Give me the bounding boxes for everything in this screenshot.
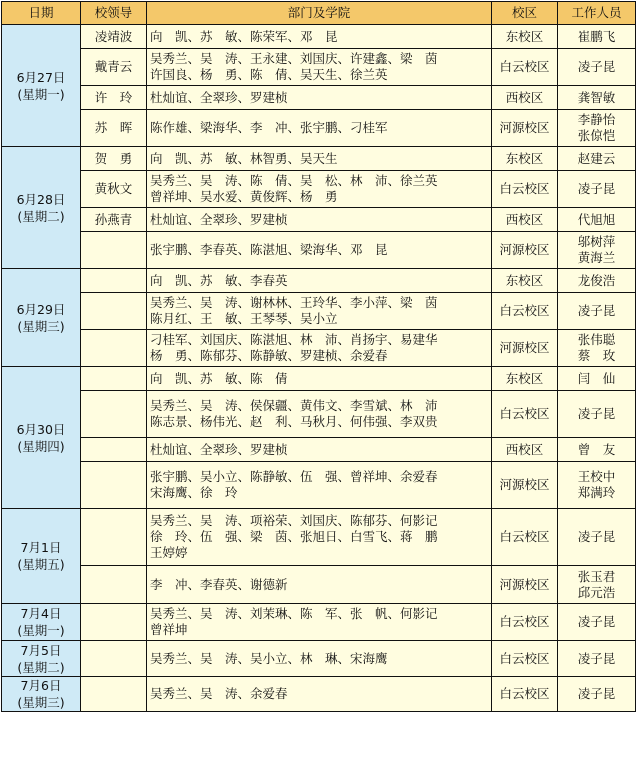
campus-cell: 西校区 bbox=[492, 86, 558, 110]
staff-cell bbox=[558, 110, 636, 147]
table-row bbox=[2, 566, 636, 604]
date-label: 7月4日 bbox=[20, 606, 62, 621]
dept-cell: 张宇鹏、李春英、陈湛旭、梁海华、邓 昆 bbox=[147, 232, 492, 269]
leader-cell bbox=[81, 641, 147, 677]
dept-cell: 杜灿谊、全翠珍、罗建桢 bbox=[147, 438, 492, 462]
dept-cell: 向 凯、苏 敏、李春英 bbox=[147, 269, 492, 293]
staff-name: 张玉君 bbox=[577, 568, 616, 584]
table-row bbox=[2, 367, 636, 391]
staff-name: 凌子昆 bbox=[577, 686, 616, 701]
date-cell bbox=[2, 641, 81, 677]
weekday-label: (星期三) bbox=[17, 695, 65, 710]
leader-cell bbox=[81, 462, 147, 509]
table-row bbox=[2, 462, 636, 509]
table-row bbox=[2, 232, 636, 269]
staff-name: 蔡 玫 bbox=[577, 348, 616, 363]
leader-cell: 黄秋文 bbox=[81, 171, 147, 208]
leader-cell bbox=[81, 232, 147, 269]
staff-name: 代旭旭 bbox=[577, 211, 616, 227]
campus-cell: 白云校区 bbox=[492, 509, 558, 566]
header-date: 日期 bbox=[2, 2, 81, 25]
dept-cell: 吴秀兰、吴 涛、余爱春 bbox=[147, 677, 492, 712]
leader-cell: 凌靖波 bbox=[81, 25, 147, 49]
table-row bbox=[2, 269, 636, 293]
staff-name: 李静怡 bbox=[577, 112, 616, 127]
weekday-label: (星期二) bbox=[17, 208, 65, 224]
date-cell bbox=[2, 367, 81, 509]
staff-name: 崔鹏飞 bbox=[577, 28, 616, 44]
staff-cell bbox=[558, 25, 636, 49]
campus-cell: 东校区 bbox=[492, 367, 558, 391]
staff-name: 龙俊浩 bbox=[577, 272, 616, 288]
table-row bbox=[2, 49, 636, 86]
campus-cell: 白云校区 bbox=[492, 604, 558, 641]
weekday-label: (星期三) bbox=[17, 318, 65, 334]
staff-name: 张伟聪 bbox=[577, 332, 616, 347]
leader-cell bbox=[81, 293, 147, 330]
weekday-label: (星期二) bbox=[17, 659, 65, 675]
staff-name: 凌子昆 bbox=[577, 303, 616, 318]
date-cell bbox=[2, 25, 81, 147]
table-row bbox=[2, 677, 636, 712]
table-row bbox=[2, 391, 636, 438]
date-label: 6月27日 bbox=[16, 69, 66, 85]
date-label: 7月5日 bbox=[20, 642, 62, 658]
staff-name: 曾 友 bbox=[577, 441, 616, 457]
weekday-label: (星期五) bbox=[17, 557, 65, 572]
staff-name: 凌子昆 bbox=[577, 406, 616, 421]
dept-cell: 向 凯、苏 敏、陈 倩 bbox=[147, 367, 492, 391]
staff-name: 邬树萍 bbox=[577, 234, 616, 249]
leader-cell bbox=[81, 438, 147, 462]
staff-cell bbox=[558, 391, 636, 438]
staff-cell bbox=[558, 330, 636, 367]
date-label: 6月29日 bbox=[16, 301, 66, 317]
staff-cell bbox=[558, 367, 636, 391]
staff-cell bbox=[558, 232, 636, 269]
staff-name: 凌子昆 bbox=[577, 59, 616, 74]
leader-cell bbox=[81, 677, 147, 712]
leader-cell: 苏 晖 bbox=[81, 110, 147, 147]
leader-cell: 许 玲 bbox=[81, 86, 147, 110]
header-dept: 部门及学院 bbox=[147, 2, 492, 25]
header-leader: 校领导 bbox=[81, 2, 147, 25]
date-label: 6月30日 bbox=[16, 421, 66, 437]
staff-cell bbox=[558, 293, 636, 330]
date-cell bbox=[2, 677, 81, 712]
staff-name: 凌子昆 bbox=[577, 529, 616, 544]
staff-cell bbox=[558, 438, 636, 462]
campus-cell: 河源校区 bbox=[492, 110, 558, 147]
leader-cell bbox=[81, 391, 147, 438]
campus-cell: 白云校区 bbox=[492, 49, 558, 86]
date-label: 6月28日 bbox=[16, 191, 66, 207]
date-cell bbox=[2, 509, 81, 604]
dept-cell: 吴秀兰、吴 涛、王永建、刘国庆、许建鑫、梁 茵 许国良、杨 勇、陈 倩、吴天生、徐兰英 bbox=[147, 49, 492, 86]
leader-cell: 贺 勇 bbox=[81, 147, 147, 171]
header-staff: 工作人员 bbox=[558, 2, 636, 25]
staff-name: 凌子昆 bbox=[577, 181, 616, 196]
staff-name: 凌子昆 bbox=[577, 614, 616, 629]
campus-cell: 东校区 bbox=[492, 147, 558, 171]
dept-cell: 杜灿谊、全翠珍、罗建桢 bbox=[147, 86, 492, 110]
staff-name: 王校中 bbox=[577, 469, 616, 484]
staff-cell bbox=[558, 86, 636, 110]
date-cell bbox=[2, 269, 81, 367]
table-row bbox=[2, 171, 636, 208]
staff-name: 邱元浩 bbox=[577, 584, 616, 600]
leader-cell bbox=[81, 566, 147, 604]
header-campus: 校区 bbox=[492, 2, 558, 25]
weekday-label: (星期四) bbox=[17, 438, 65, 454]
dept-cell: 向 凯、苏 敏、陈荣军、邓 昆 bbox=[147, 25, 492, 49]
campus-cell: 东校区 bbox=[492, 269, 558, 293]
leader-cell bbox=[81, 604, 147, 641]
staff-cell bbox=[558, 509, 636, 566]
leader-cell bbox=[81, 367, 147, 391]
staff-cell bbox=[558, 604, 636, 641]
duty-schedule-table bbox=[1, 1, 636, 712]
campus-cell: 河源校区 bbox=[492, 462, 558, 509]
campus-cell: 白云校区 bbox=[492, 171, 558, 208]
table-row bbox=[2, 25, 636, 49]
dept-cell: 向 凯、苏 敏、林智勇、吴天生 bbox=[147, 147, 492, 171]
dept-cell: 吴秀兰、吴 涛、项裕荣、刘国庆、陈郁芬、何影记 徐 玲、伍 强、梁 茵、张旭日、白雪飞、蒋 鹏 王婷婷 bbox=[147, 509, 492, 566]
dept-cell: 刁桂军、刘国庆、陈湛旭、林 沛、肖扬宇、易建华 杨 勇、陈郁芬、陈静敏、罗建桢、余爱春 bbox=[147, 330, 492, 367]
table-row bbox=[2, 330, 636, 367]
staff-name: 凌子昆 bbox=[577, 650, 616, 666]
campus-cell: 白云校区 bbox=[492, 293, 558, 330]
campus-cell: 西校区 bbox=[492, 208, 558, 232]
dept-cell: 吴秀兰、吴 涛、侯保疆、黄伟文、李雪斌、林 沛 陈志景、杨伟光、赵 利、马秋月、何伟强、李双贵 bbox=[147, 391, 492, 438]
campus-cell: 白云校区 bbox=[492, 391, 558, 438]
table-row bbox=[2, 641, 636, 677]
dept-cell: 陈作雄、梁海华、李 冲、张宇鹏、刁桂军 bbox=[147, 110, 492, 147]
campus-cell: 西校区 bbox=[492, 438, 558, 462]
dept-cell: 李 冲、李春英、谢德新 bbox=[147, 566, 492, 604]
campus-cell: 白云校区 bbox=[492, 677, 558, 712]
leader-cell bbox=[81, 509, 147, 566]
table-row bbox=[2, 86, 636, 110]
staff-name: 郑满玲 bbox=[577, 485, 616, 500]
header-row bbox=[2, 2, 636, 25]
weekday-label: (星期一) bbox=[17, 623, 65, 638]
table-row bbox=[2, 110, 636, 147]
date-cell bbox=[2, 147, 81, 269]
weekday-label: (星期一) bbox=[17, 86, 65, 102]
leader-cell: 戴青云 bbox=[81, 49, 147, 86]
table-row bbox=[2, 293, 636, 330]
dept-cell: 杜灿谊、全翠珍、罗建桢 bbox=[147, 208, 492, 232]
campus-cell: 河源校区 bbox=[492, 566, 558, 604]
staff-cell bbox=[558, 566, 636, 604]
dept-cell: 吴秀兰、吴 涛、吴小立、林 琳、宋海鹰 bbox=[147, 641, 492, 677]
staff-cell bbox=[558, 677, 636, 712]
staff-cell bbox=[558, 147, 636, 171]
date-label: 7月1日 bbox=[20, 540, 62, 555]
leader-cell: 孙燕青 bbox=[81, 208, 147, 232]
table-row bbox=[2, 604, 636, 641]
date-label: 7月6日 bbox=[20, 678, 62, 693]
date-cell bbox=[2, 604, 81, 641]
staff-name: 龚智敏 bbox=[577, 89, 616, 105]
table-row bbox=[2, 438, 636, 462]
campus-cell: 东校区 bbox=[492, 25, 558, 49]
staff-cell bbox=[558, 641, 636, 677]
table-body bbox=[2, 25, 636, 712]
leader-cell bbox=[81, 269, 147, 293]
staff-cell bbox=[558, 208, 636, 232]
staff-cell bbox=[558, 49, 636, 86]
table-row bbox=[2, 509, 636, 566]
dept-cell: 吴秀兰、吴 涛、陈 倩、吴 松、林 沛、徐兰英 曾祥坤、吴水爱、黄俊辉、杨 勇 bbox=[147, 171, 492, 208]
staff-name: 黄海兰 bbox=[577, 250, 616, 265]
dept-cell: 张宇鹏、吴小立、陈静敏、伍 强、曾祥坤、余爱春 宋海鹰、徐 玲 bbox=[147, 462, 492, 509]
campus-cell: 白云校区 bbox=[492, 641, 558, 677]
staff-cell bbox=[558, 269, 636, 293]
dept-cell: 吴秀兰、吴 涛、刘茉琳、陈 军、张 帆、何影记 曾祥坤 bbox=[147, 604, 492, 641]
staff-name: 闫 仙 bbox=[577, 370, 616, 386]
staff-cell bbox=[558, 171, 636, 208]
staff-name: 赵建云 bbox=[577, 150, 616, 166]
leader-cell bbox=[81, 330, 147, 367]
campus-cell: 河源校区 bbox=[492, 330, 558, 367]
table-row bbox=[2, 208, 636, 232]
staff-name: 张倞恺 bbox=[577, 128, 616, 143]
staff-cell bbox=[558, 462, 636, 509]
campus-cell: 河源校区 bbox=[492, 232, 558, 269]
dept-cell: 吴秀兰、吴 涛、谢林林、王玲华、李小萍、梁 茵 陈月红、王 敏、王琴琴、吴小立 bbox=[147, 293, 492, 330]
table-row bbox=[2, 147, 636, 171]
